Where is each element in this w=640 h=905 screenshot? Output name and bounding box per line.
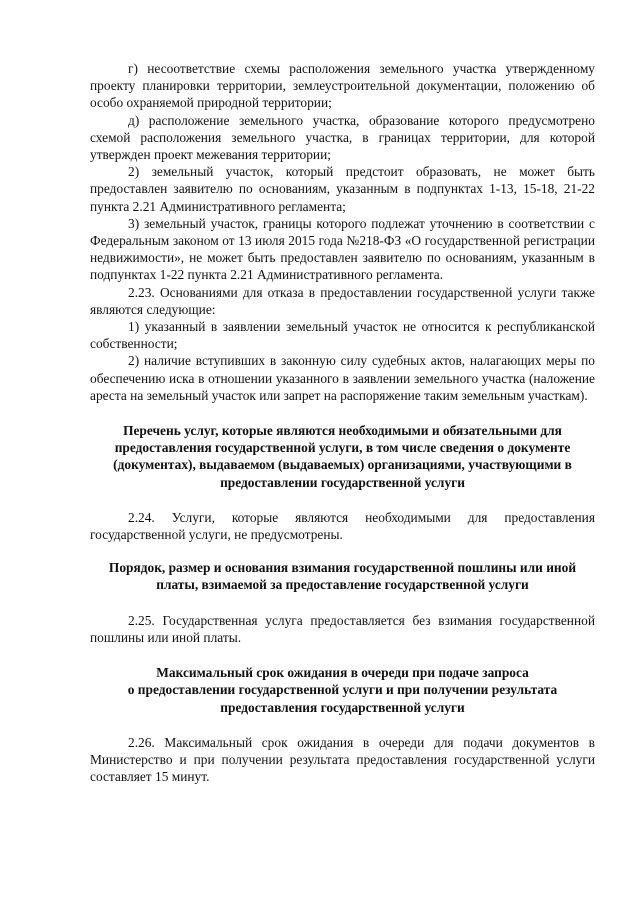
heading-line: Максимальный срок ожидания в очереди при подаче запроса: [156, 665, 529, 681]
paragraph-2-25: 2.25. Государственная услуга предоставляется без взимания государственной пошлины или иной платы.: [90, 612, 595, 645]
paragraph-2: 2) земельный участок, который предстоит образовать, не может быть предоставлен заявителю по основаниям, указанным в подпунктах 1-13, 15-18, 21-22 пункта 2.21 Административного регламента;: [90, 164, 595, 214]
heading-line: предоставления государственной услуги: [220, 699, 465, 715]
paragraph-2-23-1: 1) указанный в заявлении земельный участок не относится к республиканской собственности;: [90, 319, 595, 352]
paragraph-2-23: 2.23. Основаниями для отказа в предоставлении государственной услуги также являются следующие:: [90, 284, 595, 317]
heading-line: Порядок, размер и основания взимания государственной пошлины или иной: [108, 560, 577, 576]
paragraph-3: 3) земельный участок, границы которого подлежат уточнению в соответствии с Федеральным законом от 13 июля 2015 года №218-ФЗ «О государственной регистрации недвижимости», не может быть предоставлен заявителю по основаниям, указанным в подпунктах 1-22 пункта 2.21 Административного регламента.: [90, 215, 595, 283]
paragraph-2-24: 2.24. Услуги, которые являются необходимыми для предоставления государственной услуги, не предусмотрены.: [90, 509, 595, 543]
section-heading-queue-time: [90, 664, 595, 716]
heading-line: Перечень услуг, которые являются необходимыми и обязательными для: [123, 423, 562, 439]
document-page: [90, 60, 595, 785]
paragraph-d: д) расположение земельного участка, образование которого предусмотрено схемой расположения земельного участка, в границах территории, для которой утвержден проект межевания территории;: [90, 112, 595, 163]
heading-line: (документах), выдаваемом (выдаваемых) организациями, участвующими в: [113, 457, 572, 473]
paragraph-2-26: 2.26. Максимальный срок ожидания в очереди для подачи документов в Министерство и при получении результата предоставления государственной услуги составляет 15 минут.: [90, 734, 595, 785]
paragraph-2-23-2: 2) наличие вступивших в законную силу судебных актов, налагающих меры по обеспечению иска в отношении указанного в заявлении земельного участка (наложение ареста на земельный участок или запрет на распоряжение таким земельным участкам).: [90, 353, 595, 403]
section-heading-required-services: [90, 422, 595, 491]
heading-line: платы, взимаемой за предоставление государственной услуги: [156, 577, 529, 593]
paragraph-g: г) несоответствие схемы расположения земельного участка утвержденному проекту планировки территории, землеустроительной документации, положению об особо охраняемой природной территории;: [90, 61, 595, 111]
heading-line: о предоставлении государственной услуги и при получении результата: [127, 682, 558, 698]
heading-line: предоставлении государственной услуги: [220, 474, 465, 490]
heading-line: предоставления государственной услуги, в том числе сведения о документе: [114, 440, 571, 456]
section-heading-state-fee: [90, 559, 595, 593]
